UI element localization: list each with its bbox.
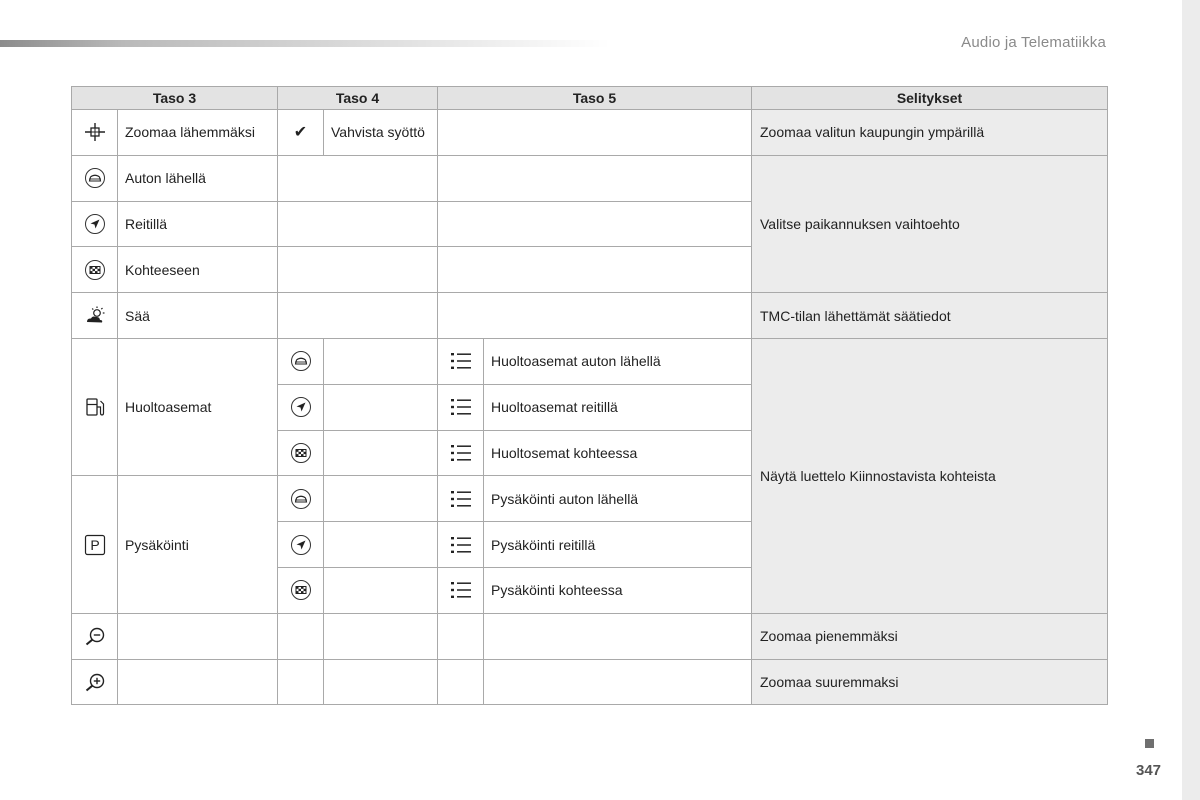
- table-row: [72, 659, 1108, 705]
- column-header: Taso 3: [72, 87, 278, 110]
- menu-item-label: Huoltoasemat auton lähellä: [484, 338, 752, 384]
- list-icon: [450, 579, 472, 601]
- list-icon: [450, 534, 472, 556]
- header-gradient-bar: [0, 40, 610, 47]
- menu-item-label: Huoltoasemat reitillä: [484, 384, 752, 430]
- table-header-row: [72, 87, 1108, 110]
- description-cell: Zoomaa suuremmaksi: [752, 659, 1108, 705]
- table-row: [72, 155, 1108, 201]
- description-cell: Zoomaa pienemmäksi: [752, 613, 1108, 659]
- list-icon: [450, 488, 472, 510]
- weather-icon: [84, 305, 106, 327]
- list-icon: [450, 396, 472, 418]
- checkmark-icon: ✔: [293, 124, 308, 142]
- menu-item-label: Huoltosemat kohteessa: [484, 430, 752, 476]
- route-arrow-icon: [290, 396, 312, 418]
- destination-flag-icon: [290, 442, 312, 464]
- column-header: Taso 5: [438, 87, 752, 110]
- route-arrow-icon: [84, 213, 106, 235]
- menu-item-label: Pysäköinti reitillä: [484, 522, 752, 568]
- menu-table: [71, 86, 1108, 705]
- list-icon: [450, 442, 472, 464]
- parking-icon-letter: P: [89, 536, 100, 553]
- column-header: Selitykset: [752, 87, 1108, 110]
- table-row: [72, 338, 1108, 384]
- fuel-pump-icon: [84, 396, 106, 418]
- menu-item-label: Pysäköinti: [118, 476, 278, 613]
- menu-item-label: Zoomaa lähemmäksi: [118, 110, 278, 156]
- menu-item-label: Pysäköinti auton lähellä: [484, 476, 752, 522]
- car-nearby-icon: [290, 350, 312, 372]
- destination-flag-icon: [84, 259, 106, 281]
- destination-flag-icon: [290, 579, 312, 601]
- description-cell: Zoomaa valitun kaupungin ympärillä: [752, 110, 1108, 156]
- column-header: Taso 4: [278, 87, 438, 110]
- car-nearby-icon: [290, 488, 312, 510]
- zoom-in-icon: [84, 671, 106, 693]
- description-cell: Valitse paikannuksen vaihtoehto: [752, 155, 1108, 292]
- table-row: [72, 293, 1108, 339]
- page-number: 347: [1136, 762, 1162, 779]
- section-title: Audio ja Telematiikka: [961, 34, 1106, 51]
- zoom-out-icon: [84, 625, 106, 647]
- menu-item-label: Vahvista syöttö: [324, 110, 438, 156]
- menu-item-label: Huoltoasemat: [118, 338, 278, 475]
- description-cell: TMC-tilan lähettämät säätiedot: [752, 293, 1108, 339]
- menu-item-label: Auton lähellä: [118, 155, 278, 201]
- parking-icon: [84, 534, 106, 556]
- description-cell: Näytä luettelo Kiinnostavista kohteista: [752, 338, 1108, 613]
- table-row: [72, 110, 1108, 156]
- page-edge: [1182, 0, 1200, 800]
- page-marker: [1145, 739, 1154, 748]
- route-arrow-icon: [290, 534, 312, 556]
- menu-item-label: Kohteeseen: [118, 247, 278, 293]
- list-icon: [450, 350, 472, 372]
- car-nearby-icon: [84, 167, 106, 189]
- table-row: [72, 613, 1108, 659]
- zoom-map-icon: [84, 121, 106, 143]
- menu-item-label: Reitillä: [118, 201, 278, 247]
- menu-item-label: Pysäköinti kohteessa: [484, 567, 752, 613]
- menu-item-label: Sää: [118, 293, 278, 339]
